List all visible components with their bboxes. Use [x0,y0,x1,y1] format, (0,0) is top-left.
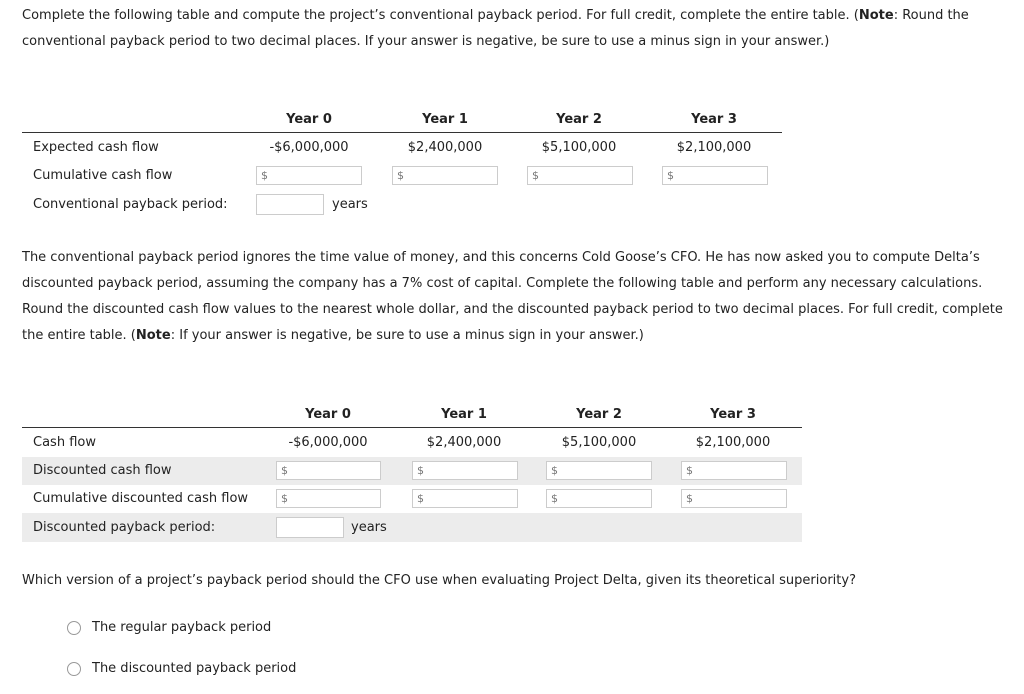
t2-header-year1: Year 1 [441,407,487,422]
t2-discounted-input-year2[interactable] [546,461,652,480]
option-label-regular[interactable]: The regular payback period [92,620,272,635]
t1-header-year3: Year 3 [691,112,737,127]
t2-discounted-input-year3[interactable] [681,461,787,480]
t1-cumulative-input-year1[interactable] [392,166,498,185]
dollar-sign: $ [281,464,288,477]
t2-discounted-input-year1[interactable] [412,461,518,480]
t2-payback-units: years [351,520,387,535]
t1-header-year0: Year 0 [286,112,332,127]
question-text: Which version of a project’s payback period should the CFO use when evaluating Project Delta, given its theoretical superiority? [22,573,856,588]
t2-row-label-cash-flow: Cash flow [33,435,96,450]
t1-header-year2: Year 2 [556,112,602,127]
t2-header-rule [22,427,802,428]
dollar-sign: $ [551,492,558,505]
dollar-sign: $ [551,464,558,477]
t2-header-year0: Year 0 [305,407,351,422]
t1-cash-flow-year2: $5,100,000 [541,140,617,155]
t2-cash-flow-year2: $5,100,000 [561,435,637,450]
dollar-sign: $ [532,169,539,182]
t2-row-label-cumulative: Cumulative discounted cash flow [33,491,249,506]
dollar-sign: $ [417,464,424,477]
t2-cash-flow-year3: $2,100,000 [695,435,771,450]
dollar-sign: $ [686,492,693,505]
option-label-discounted[interactable]: The discounted payback period [92,661,297,676]
t1-header-year1: Year 1 [422,112,468,127]
t1-cash-flow-year1: $2,400,000 [407,140,483,155]
conventional-payback-input[interactable] [256,194,324,215]
t2-header-year2: Year 2 [576,407,622,422]
t2-cash-flow-year1: $2,400,000 [426,435,502,450]
intro-instructions: Complete the following table and compute the project’s conventional payback period. For full credit, complete the entire table. (Note: Round the conventional payback period to two decimal places. If your answer is negative, be sure to use a minus sign in your answer.) [22,8,969,49]
t1-row-label-cash-flow: Expected cash flow [33,140,159,155]
t1-cumulative-input-year0[interactable] [256,166,362,185]
t2-cumulative-input-year2[interactable] [546,489,652,508]
t2-cash-flow-year0: -$6,000,000 [288,435,368,450]
discounted-payback-input[interactable] [276,517,344,538]
t1-row-label-cumulative: Cumulative cash flow [33,168,173,183]
t2-discounted-input-year0[interactable] [276,461,381,480]
dollar-sign: $ [397,169,404,182]
t1-cumulative-input-year3[interactable] [662,166,768,185]
t1-cash-flow-year3: $2,100,000 [676,140,752,155]
dollar-sign: $ [667,169,674,182]
t1-payback-units: years [332,197,368,212]
t2-row-label-payback: Discounted payback period: [33,520,216,535]
t1-cash-flow-year0: -$6,000,000 [269,140,349,155]
t1-cumulative-input-year2[interactable] [527,166,633,185]
t2-header-year3: Year 3 [710,407,756,422]
t2-cumulative-input-year1[interactable] [412,489,518,508]
dollar-sign: $ [281,492,288,505]
dollar-sign: $ [686,464,693,477]
t1-header-rule [22,132,782,133]
radio-regular-payback[interactable] [67,621,81,635]
t2-cumulative-input-year0[interactable] [276,489,381,508]
dollar-sign: $ [261,169,268,182]
t2-row-label-discounted: Discounted cash flow [33,463,172,478]
discounted-instructions: The conventional payback period ignores the time value of money, and this concerns Cold Goose’s CFO. He has now asked you to compute Delta’s discounted payback period, assuming the company has a 7% cost of capital. Complete the following table and perform any necessary calculations. Round the discounted cash flow values to the nearest whole dollar, and the discounted payback period to two decimal places. For full credit, complete the entire table. (Note: If your answer is negative, be sure to use a minus sign in your answer.) [22,250,1003,343]
radio-discounted-payback[interactable] [67,662,81,676]
t1-row-label-payback: Conventional payback period: [33,197,228,212]
t2-cumulative-input-year3[interactable] [681,489,787,508]
dollar-sign: $ [417,492,424,505]
